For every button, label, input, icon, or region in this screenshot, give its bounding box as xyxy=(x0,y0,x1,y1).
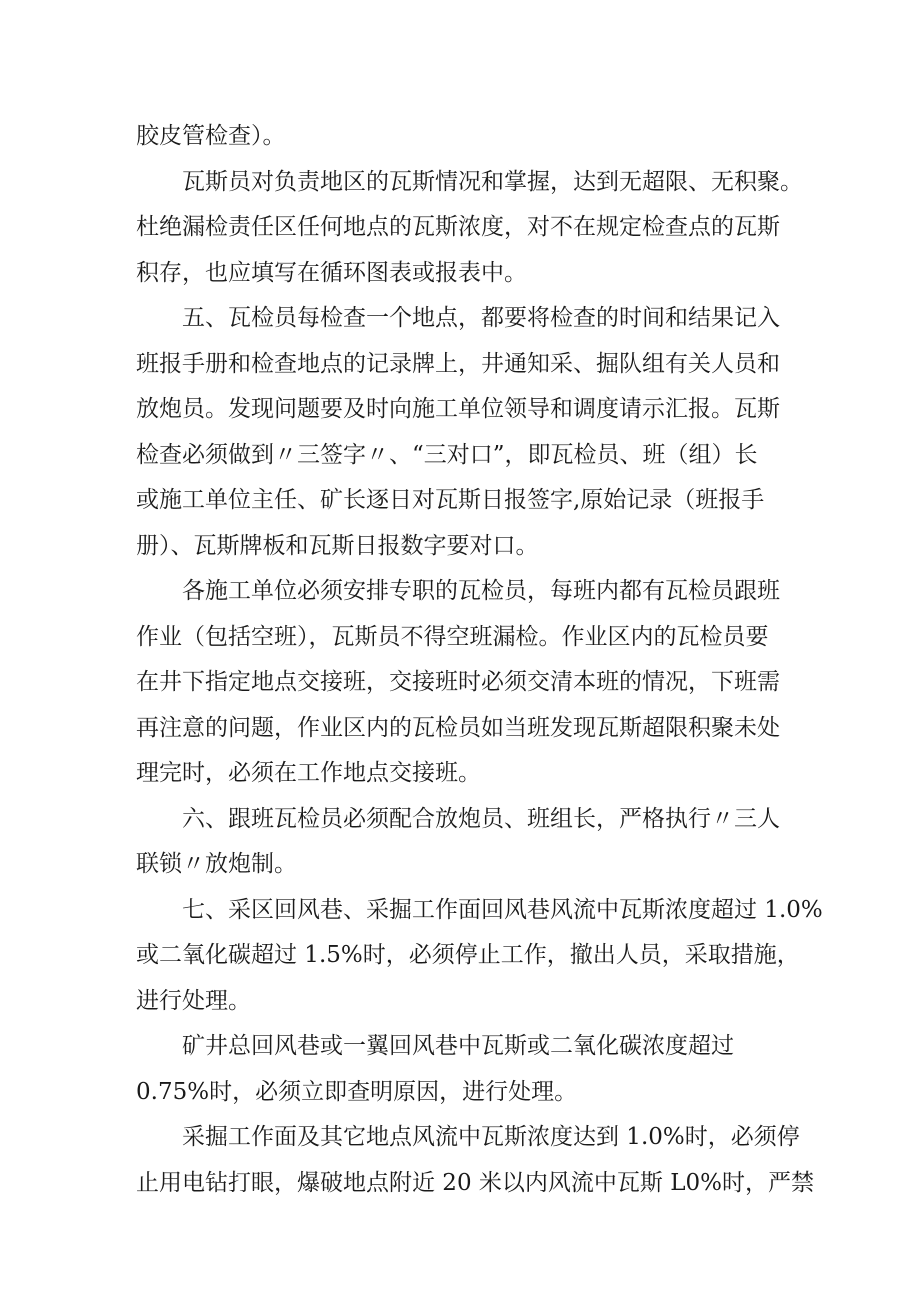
text-line: 各施工单位必须安排专职的瓦检员，每班内都有瓦检员跟班 xyxy=(182,578,780,604)
text-line: 班报手册和检查地点的记录牌上，井通知采、掘队组有关人员和 xyxy=(136,350,780,377)
text-line: 积存，也应填写在循环图表或报表中。 xyxy=(136,259,527,286)
text-line: 作业（包括空班），瓦斯员不得空班漏检。作业区内的瓦检员要 xyxy=(136,623,769,650)
text-line: 进行处理。 xyxy=(136,987,251,1014)
text-line: 采掘工作面及其它地点风流中瓦斯浓度达到 1.0%时，必须停 xyxy=(182,1124,800,1150)
text-line: 止用电钻打眼，爆破地点附近 20 米以内风流中瓦斯 L0%时，严禁 xyxy=(136,1169,814,1196)
paragraph-section-six xyxy=(136,797,792,888)
text-line: 联锁〃放炮制。 xyxy=(136,851,297,877)
text-line: 五、瓦检员每检查一个地点，都要将检查的时间和结果记入 xyxy=(182,305,780,331)
text-line: 胶皮管检查）。 xyxy=(136,123,286,149)
document-body xyxy=(136,114,823,1206)
paragraph-continuation xyxy=(136,114,792,160)
text-line: 册）、瓦斯牌板和瓦斯日报数字要对口。 xyxy=(136,532,539,559)
text-line: 杜绝漏检责任区任何地点的瓦斯浓度，对不在规定检查点的瓦斯 xyxy=(136,214,780,240)
text-line: 七、采区回风巷、采掘工作面回风巷风流中瓦斯浓度超过 1.0% xyxy=(182,896,823,923)
paragraph-shift-handover xyxy=(136,569,792,797)
text-line: 或二氧化碳超过 1.5%时，必须停止工作，撤出人员，采取措施， xyxy=(136,942,800,968)
text-line: 在井下指定地点交接班，交接班时必须交清本班的情况，下班需 xyxy=(136,669,780,695)
paragraph-gas-inspector-duty xyxy=(136,160,803,297)
text-line: 0.75%时，必须立即查明原因，进行处理。 xyxy=(136,1078,578,1105)
text-line: 或施工单位主任、矿长逐日对瓦斯日报签字,原始记录（班报手 xyxy=(136,487,765,513)
text-line: 检查必须做到〃三签字〃、“三对口”，即瓦检员、班（组）长 xyxy=(136,441,758,468)
paragraph-main-return-airway xyxy=(136,1024,792,1115)
text-line: 六、跟班瓦检员必须配合放炮员、班组长，严格执行〃三人 xyxy=(182,805,780,832)
text-line: 放炮员。发现问题要及时向施工单位领导和调度请示汇报。瓦斯 xyxy=(136,396,780,422)
paragraph-working-face xyxy=(136,1115,814,1206)
text-line: 矿井总回风巷或一翼回风巷中瓦斯或二氧化碳浓度超过 xyxy=(182,1033,734,1059)
paragraph-section-seven xyxy=(136,888,823,1025)
paragraph-section-five xyxy=(136,296,792,569)
text-line: 瓦斯员对负责地区的瓦斯情况和掌握，达到无超限、无积聚。 xyxy=(182,168,803,195)
text-line: 理完时，必须在工作地点交接班。 xyxy=(136,760,481,786)
text-line: 再注意的问题，作业区内的瓦检员如当班发现瓦斯超限积聚未处 xyxy=(136,714,780,741)
